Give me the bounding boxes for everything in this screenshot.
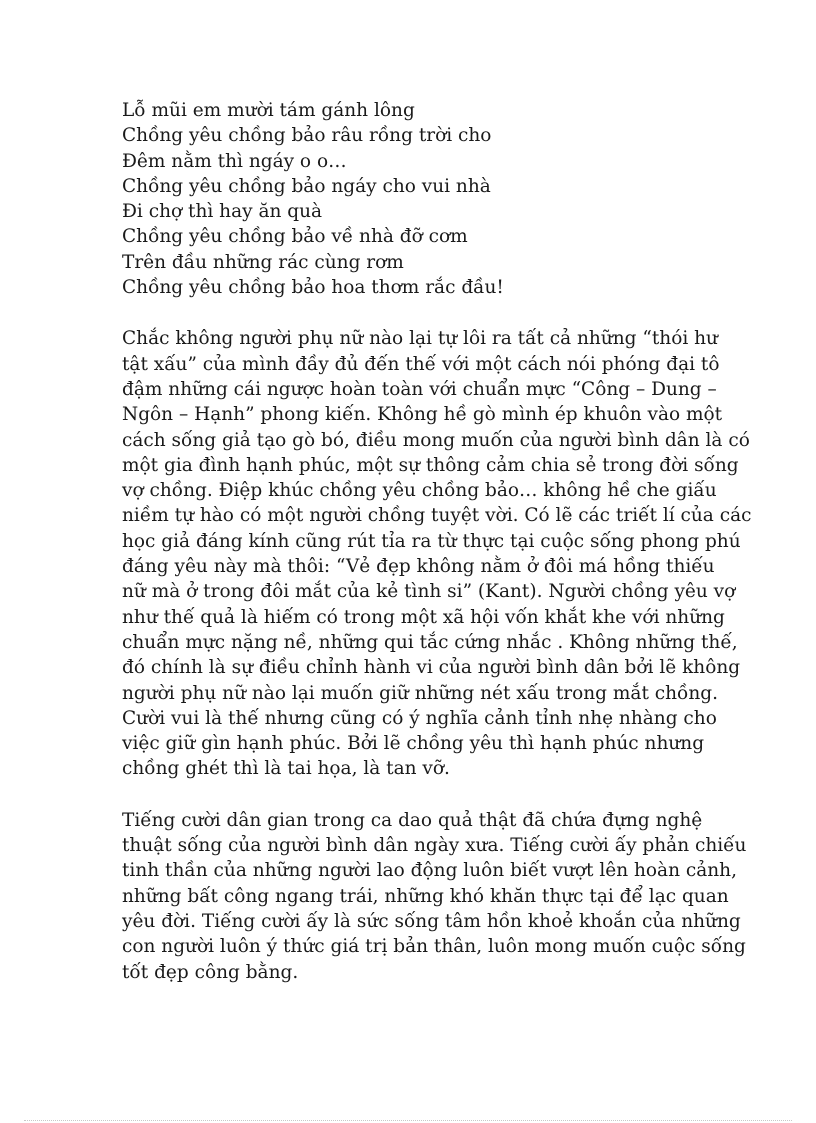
paragraph-line: vợ chồng. Điệp khúc chồng yêu chồng bảo… không hề che giấu bbox=[122, 480, 717, 502]
paragraph-line: nữ mà ở trong đôi mắt của kẻ tình si” (Kant). Người chồng yêu vợ bbox=[122, 581, 736, 603]
paragraph-line: học giả đáng kính cũng rút tỉa ra từ thực tại cuộc sống phong phú bbox=[122, 530, 741, 552]
poem-line: Đi chợ thì hay ăn quà bbox=[122, 201, 323, 223]
paragraph-line: Cười vui là thế nhưng cũng có ý nghĩa cảnh tỉnh nhẹ nhàng cho bbox=[122, 707, 717, 729]
poem-line: Lỗ mũi em mười tám gánh lông bbox=[122, 100, 415, 121]
paragraph-line: thuật sống của người bình dân ngày xưa. Tiếng cười ấy phản chiếu bbox=[122, 835, 747, 857]
paragraph-line: Tiếng cười dân gian trong ca dao quả thật đã chứa đựng nghệ bbox=[122, 809, 703, 831]
poem-line: Chồng yêu chồng bảo râu rồng trời cho bbox=[122, 125, 492, 147]
page-bottom-divider bbox=[24, 1120, 792, 1121]
paragraph-line: việc giữ gìn hạnh phúc. Bởi lẽ chồng yêu thì hạnh phúc nhưng bbox=[122, 733, 705, 755]
paragraph-line: Ngôn – Hạnh” phong kiến. Không hề gò mình ép khuôn vào một bbox=[122, 404, 723, 426]
paragraph-line: tật xấu” của mình đầy đủ đến thế với một cách nói phóng đại tô bbox=[122, 353, 720, 375]
paragraph-line: yêu đời. Tiếng cười ấy là sức sống tâm hồn khoẻ khoắn của những bbox=[122, 910, 741, 932]
paragraph-line: tốt đẹp công bằng. bbox=[122, 961, 299, 983]
paragraph-conclusion bbox=[122, 808, 747, 985]
paragraph-line: những bất công ngang trái, những khó khăn thực tại để lạc quan bbox=[122, 885, 729, 907]
poem-line: Chồng yêu chồng bảo ngáy cho vui nhà bbox=[122, 175, 491, 197]
paragraph-line: cách sống giả tạo gò bó, điều mong muốn của người bình dân là có bbox=[122, 429, 750, 451]
paragraph-line: như thế quả là hiếm có trong một xã hội vốn khắt khe với những bbox=[122, 606, 725, 628]
paragraph-line: người phụ nữ nào lại muốn giữ những nét xấu trong mắt chồng. bbox=[122, 682, 719, 704]
poem-line: Chồng yêu chồng bảo hoa thơm rắc đầu! bbox=[122, 277, 504, 299]
paragraph-line: chuẩn mực nặng nề, những qui tắc cứng nhắc . Không những thế, bbox=[122, 631, 738, 653]
paragraph-line: đáng yêu này mà thôi: “Vẻ đẹp không nằm ở đôi má hồng thiếu bbox=[122, 556, 715, 578]
paragraph-commentary bbox=[122, 326, 752, 781]
paragraph-line: tinh thần của những người lao động luôn biết vượt lên hoàn cảnh, bbox=[122, 860, 737, 882]
poem-line: Đêm nằm thì ngáy o o… bbox=[122, 150, 347, 172]
poem-stanza bbox=[122, 98, 700, 300]
poem-line: Chồng yêu chồng bảo về nhà đỡ cơm bbox=[122, 226, 468, 248]
paragraph-line: đậm những cái ngược hoàn toàn với chuẩn mực “Công – Dung – bbox=[122, 378, 717, 400]
paragraph-line: Chắc không người phụ nữ nào lại tự lôi ra tất cả những “thói hư bbox=[122, 328, 718, 350]
paragraph-line: niềm tự hào có một người chồng tuyệt vời. Có lẽ các triết lí của các bbox=[122, 505, 752, 527]
paragraph-line: đó chính là sự điều chỉnh hành vi của người bình dân bởi lẽ không bbox=[122, 657, 741, 679]
paragraph-line: con người luôn ý thức giá trị bản thân, luôn mong muốn cuộc sống bbox=[122, 936, 746, 958]
poem-line: Trên đầu những rác cùng rơm bbox=[122, 251, 404, 273]
paragraph-line: chồng ghét thì là tai họa, là tan vỡ. bbox=[122, 758, 450, 780]
paragraph-line: một gia đình hạnh phúc, một sự thông cảm chia sẻ trong đời sống bbox=[122, 454, 739, 476]
document-page bbox=[122, 98, 752, 985]
